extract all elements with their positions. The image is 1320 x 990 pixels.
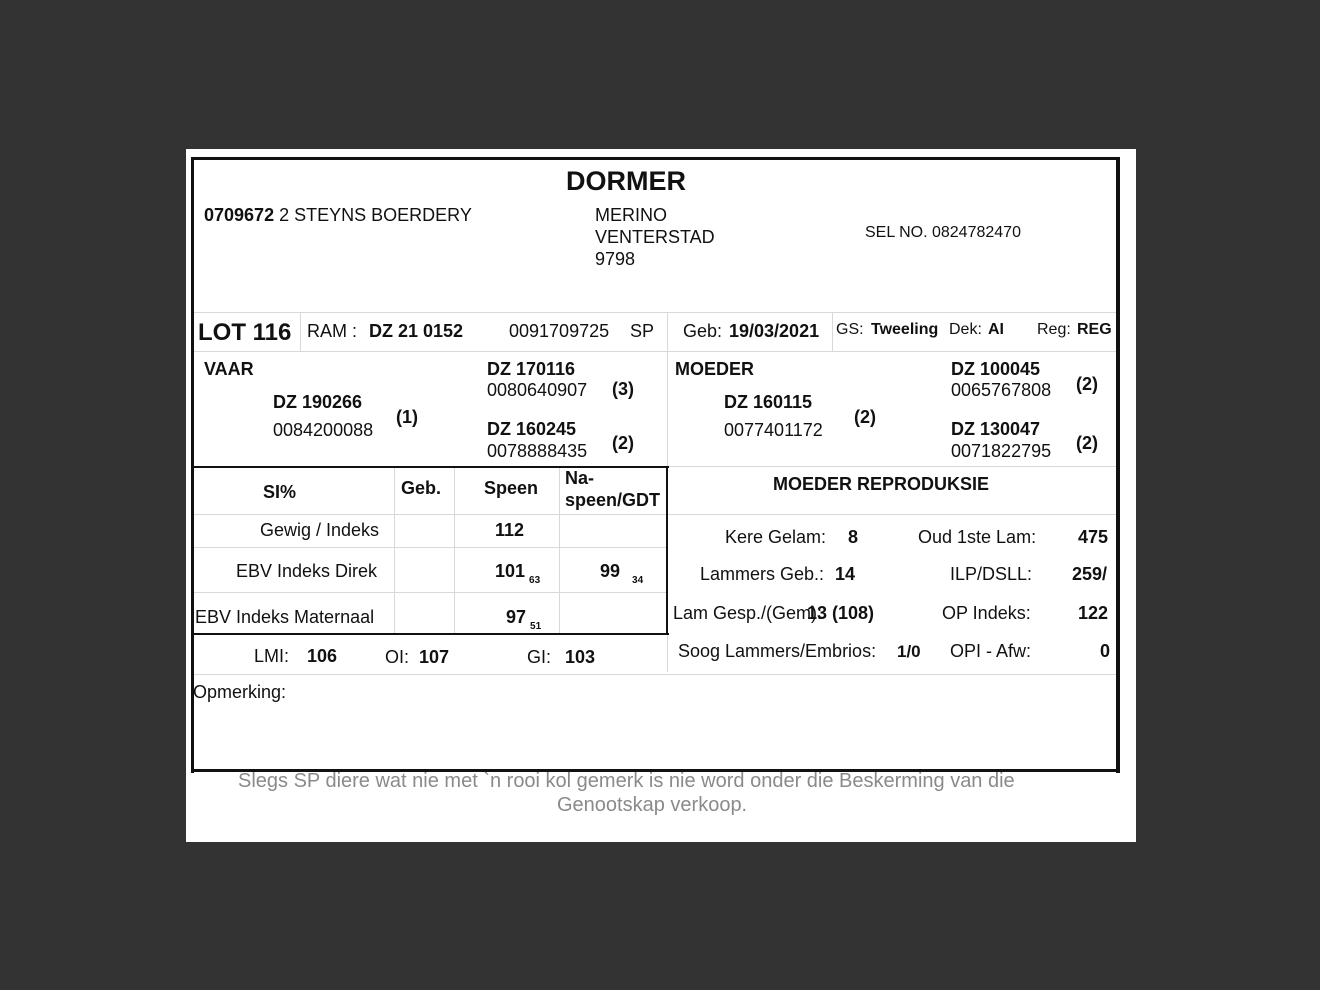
- ram-reg-number: 0091709725: [509, 321, 610, 341]
- sire-sire-number: 0080640907: [487, 380, 588, 400]
- dam-dam-number: 0071822795: [951, 441, 1052, 461]
- si-table-border-bottom: [192, 633, 669, 635]
- oi-value: 107: [419, 647, 450, 667]
- reg-value: REG: [1077, 321, 1112, 338]
- card-border-left: [191, 157, 194, 773]
- lmi-value: 106: [307, 646, 338, 666]
- oi-label: OI:: [385, 647, 410, 667]
- si-row-maternaal-label: EBV Indeks Maternaal: [195, 607, 375, 627]
- soog-label: Soog Lammers/Embrios:: [678, 641, 877, 661]
- si-table-row-line-2: [194, 547, 666, 548]
- si-row-gewig-speen: 112: [495, 520, 525, 540]
- divider-indices: [194, 674, 1116, 675]
- geb-label: Geb:: [683, 321, 723, 341]
- footer-note-line2: Genootskap verkoop.: [557, 794, 748, 816]
- sp-flag: SP: [630, 321, 655, 341]
- sire-dam-id: DZ 160245: [487, 419, 577, 439]
- si-row-direk-speen-sub: 63: [529, 575, 541, 586]
- reg-label: Reg:: [1037, 321, 1071, 338]
- soog-value: 1/0: [897, 642, 921, 661]
- si-table-row-line-3: [194, 592, 666, 593]
- sire-id: DZ 190266: [273, 392, 363, 412]
- gi-label: GI:: [527, 647, 552, 667]
- breed-title: DORMER: [566, 166, 686, 196]
- si-row-direk-naspeen: [600, 562, 643, 586]
- si-header-naspeen-2: speen/GDT: [565, 490, 661, 510]
- lammers-label: Lammers Geb.:: [700, 564, 825, 584]
- ram-label: RAM :: [307, 321, 358, 341]
- dam-sire-grade: (2): [1076, 374, 1098, 394]
- si-row-maternaal-speen: [506, 608, 541, 632]
- op-value: 122: [1078, 603, 1109, 623]
- sire-grade: (1): [396, 407, 418, 427]
- dam-dam-grade: (2): [1076, 433, 1098, 453]
- divider-lot-v3: [832, 313, 833, 351]
- ilp-value: 259/: [1072, 564, 1108, 584]
- lot-number: LOT 116: [198, 319, 292, 346]
- si-table-col-line-3: [559, 468, 560, 633]
- sel-number: SEL NO. 0824782470: [865, 224, 1021, 241]
- breeder-code: 0709672: [204, 205, 275, 225]
- vaar-label: VAAR: [204, 359, 254, 379]
- si-row-maternaal-speen-value: 97: [506, 607, 527, 627]
- dek-label: Dek:: [949, 321, 982, 338]
- opi-value: 0: [1100, 641, 1111, 661]
- opi-label: OPI - Afw:: [950, 641, 1032, 661]
- gi-value: 103: [565, 647, 596, 667]
- si-header-naspeen-1: Na-: [565, 468, 595, 488]
- ilp-label: ILP/DSLL:: [950, 564, 1033, 584]
- si-header-speen: Speen: [484, 478, 539, 498]
- card-border-right: [1116, 157, 1120, 773]
- divider-lot-v2: [667, 313, 668, 351]
- remarks-label: Opmerking:: [193, 682, 287, 702]
- address-line3: 9798: [595, 249, 636, 269]
- card-border-top: [191, 157, 1120, 160]
- gs-value: Tweeling: [871, 321, 939, 338]
- si-header-label: SI%: [263, 482, 297, 502]
- oud-label: Oud 1ste Lam:: [918, 527, 1037, 547]
- moeder-label: MOEDER: [675, 359, 755, 379]
- oud-value: 475: [1078, 527, 1109, 547]
- dam-grade: (2): [854, 407, 876, 427]
- sire-number: 0084200088: [273, 420, 374, 440]
- sire-sire-grade: (3): [612, 379, 634, 399]
- si-table-border-right: [666, 466, 668, 635]
- dam-sire-id: DZ 100045: [951, 359, 1041, 379]
- dam-number: 0077401172: [724, 420, 823, 440]
- address-line2: VENTERSTAD: [595, 227, 715, 247]
- si-table-col-line-1: [394, 468, 395, 633]
- repro-title: MOEDER REPRODUKSIE: [773, 474, 990, 494]
- lmi-label: LMI:: [254, 646, 290, 666]
- divider-header: [194, 312, 1116, 313]
- si-row-maternaal-speen-sub: 51: [530, 621, 542, 632]
- kere-label: Kere Gelam:: [725, 527, 827, 547]
- dam-dam-id: DZ 130047: [951, 419, 1041, 439]
- si-row-direk-speen: [495, 562, 540, 586]
- divider-lot-v1: [300, 313, 301, 351]
- si-row-direk-naspeen-sub: 34: [632, 575, 644, 586]
- gs-label: GS:: [836, 321, 864, 338]
- dam-sire-number: 0065767808: [951, 380, 1052, 400]
- lam-value: 13 (108): [807, 603, 875, 623]
- si-row-gewig-label: Gewig / Indeks: [260, 520, 380, 540]
- si-table-border-top: [192, 466, 669, 468]
- si-row-direk-naspeen-value: 99: [600, 561, 621, 581]
- dam-id: DZ 160115: [724, 392, 813, 412]
- si-table-col-line-2: [454, 468, 455, 633]
- divider-repro-title: [668, 514, 1116, 515]
- sire-dam-grade: (2): [612, 433, 634, 453]
- footer-note-line1: Slegs SP diere wat nie met `n rooi kol gemerk is nie word onder die Beskerming van die: [238, 770, 1015, 792]
- si-row-direk-label: EBV Indeks Direk: [236, 561, 378, 581]
- ram-id: DZ 21 0152: [369, 321, 464, 341]
- lam-label: Lam Gesp./(Gem):: [673, 603, 823, 623]
- address-line1: MERINO: [595, 205, 667, 225]
- breeder-line: [204, 206, 472, 224]
- geb-value: 19/03/2021: [729, 321, 820, 341]
- lammers-value: 14: [835, 564, 856, 584]
- si-table-row-line-1: [194, 514, 666, 515]
- dek-value: AI: [988, 321, 1004, 338]
- breeder-name: 2 STEYNS BOERDERY: [279, 205, 472, 225]
- sire-dam-number: 0078888435: [487, 441, 588, 461]
- sire-sire-id: DZ 170116: [487, 359, 576, 379]
- divider-lot-row: [194, 351, 1116, 352]
- si-row-direk-speen-value: 101: [495, 561, 526, 581]
- op-label: OP Indeks:: [942, 603, 1031, 623]
- kere-value: 8: [848, 527, 859, 547]
- si-header-geb: Geb.: [401, 478, 442, 498]
- catalog-card: [186, 149, 1136, 842]
